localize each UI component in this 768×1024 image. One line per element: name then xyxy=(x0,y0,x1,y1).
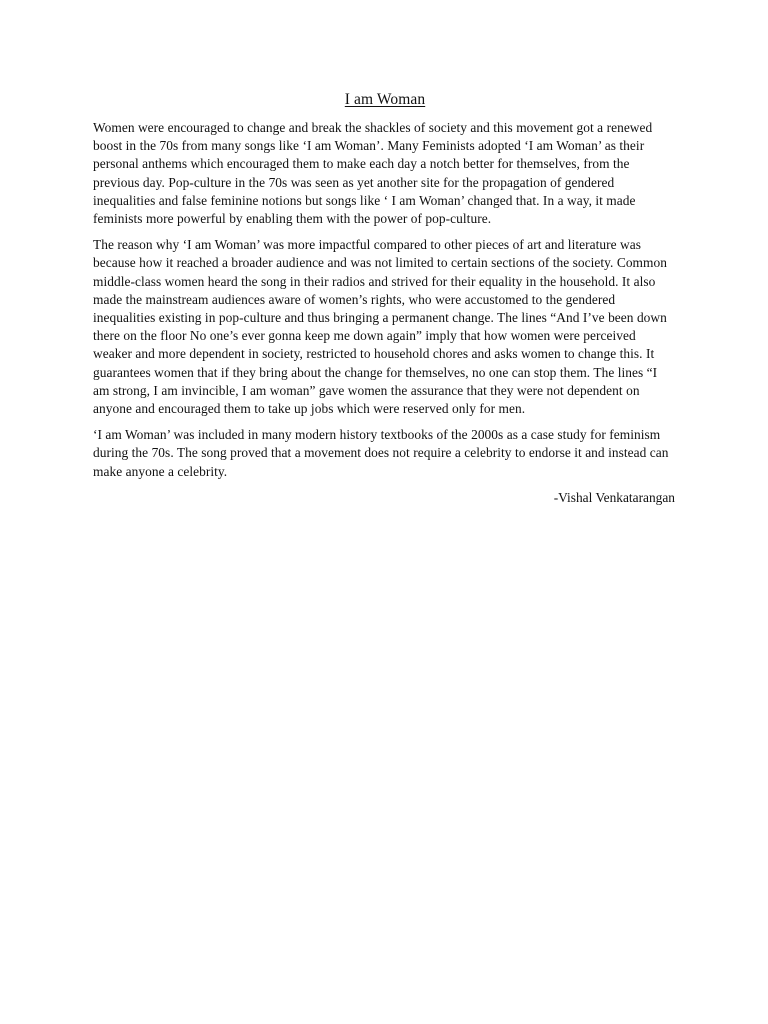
paragraph-2: The reason why ‘I am Woman’ was more impactful compared to other pieces of art and literature was because how it reached a broader audience and was not limited to certain sections of the society. Common middle-class women heard the song in their radios and strived for their equality in the household. It also made the mainstream audiences aware of women’s rights, who were accustomed to the gendered inequalities existing in pop-culture and thus bringing a permanent change. The lines “And I’ve been down there on the floor No one’s ever gonna keep me down again” imply that how women were perceived weaker and more dependent in society, restricted to household chores and asks women to change this. It guarantees women that if they bring about the change for themselves, no one can stop them. The lines “I am strong, I am invincible, I am woman” gave women the assurance that they were not dependent on anyone and encouraged them to take up jobs which were reserved only for men. xyxy=(93,237,667,417)
document-title: I am Woman xyxy=(344,91,426,108)
author-signature: -Vishal Venkatarangan xyxy=(553,489,675,505)
paragraph-3: ‘I am Woman’ was included in many modern history textbooks of the 2000s as a case study for feminism during the 70s. The song proved that a movement does not require a celebrity to endorse it and instead can make anyone a celebrity. xyxy=(93,427,669,479)
paragraph-1: Women were encouraged to change and break the shackles of society and this movement got a renewed boost in the 70s from many songs like ‘I am Woman’. Many Feminists adopted ‘I am Woman’ as their personal anthems which encouraged them to make each day a notch better for themselves, from the previous day. Pop-culture in the 70s was seen as yet another site for the propagation of gendered inequalities and false feminine notions but songs like ‘ I am Woman’ changed that. In a way, it made feminists more powerful by enabling them with the power of pop-culture. xyxy=(93,120,653,227)
document-body xyxy=(93,90,677,507)
